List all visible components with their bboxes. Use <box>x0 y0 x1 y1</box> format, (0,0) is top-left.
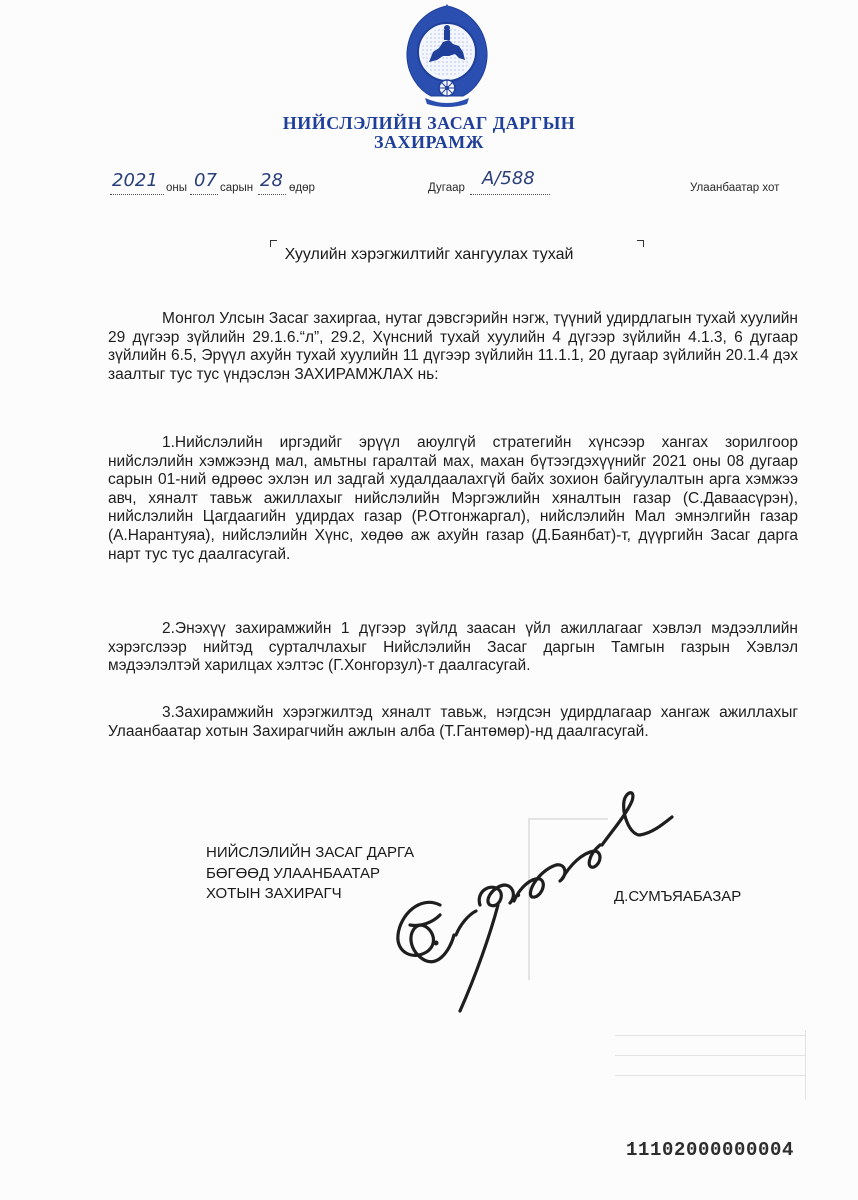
item-3-paragraph <box>108 704 798 741</box>
day-underline <box>258 194 286 195</box>
year-underline <box>110 194 164 195</box>
item-1-paragraph <box>108 434 798 564</box>
date-line <box>0 170 858 200</box>
signatory-title-line: НИЙСЛЭЛИЙН ЗАСАГ ДАРГА <box>206 844 415 861</box>
number-label: Дугаар <box>428 182 465 194</box>
date-day-suffix: өдөр <box>289 182 315 194</box>
date-year: 2021 <box>112 170 158 191</box>
signatory-title-line: БӨГӨӨД УЛААНБААТАР <box>206 864 381 882</box>
stamp-trace <box>615 1075 805 1076</box>
item-2-paragraph <box>108 620 798 676</box>
preamble-paragraph <box>108 310 798 384</box>
decree-number: А/588 <box>482 168 535 189</box>
item-2-text: 2.Энэхүү захирамжийн 1 дүгээр зүйлд заасан үйл ажиллагааг хэвлэл мэдээллийн хэрэгслээр нийтэд сурталчлахыг Нийслэлийн Засаг даргын Тамгын газрын Хэвлэл мэдээлэлтэй харилцах хэлтэс (Г.Хонгорзул)-т даалгасугай. <box>108 620 798 675</box>
number-underline <box>470 194 550 195</box>
preamble-text: Монгол Улсын Засаг захиргаа, нутаг дэвсгэрийн нэгж, түүний удирдлагын тухай хуулийн 29 дүгээр зүйлийн 29.1.6.“л”, 29.2, Хүнсний тухай хуулийн 4 дүгээр зүйлийн 4.1.3, 6 дугаар зүйлийн 6.5, Эрүүл ахуйн тухай хуулийн 11 дүгээр зүйлийн 11.1.1, 20 дугаар зүйлийн 20.1.4 дэх заалтыг тус тус үндэслэн ЗАХИРАМЖЛАХ нь: <box>108 310 798 383</box>
signatory-title-line: ХОТЫН ЗАХИРАГЧ <box>206 885 342 902</box>
city: Улаанбаатар хот <box>690 182 780 194</box>
stamp-trace <box>615 1055 805 1056</box>
signatory-name: Д.СУМЪЯАБАЗАР <box>614 888 742 905</box>
state-emblem-icon <box>397 4 497 110</box>
date-month: 07 <box>194 170 217 191</box>
month-underline <box>190 194 218 195</box>
stamp-trace <box>615 1035 805 1036</box>
decree-subject: Хуулийн хэрэгжилтийг хангуулах тухай <box>284 246 574 263</box>
item-3-text: 3.Захирамжийн хэрэгжилтэд хяналт тавьж, нэгдсэн удирдлагаар хангаж ажиллахыг Улаанбаатар хотын Захирагчийн ажлын алба (Т.Гантөмөр)-нд даалгасугай. <box>108 704 798 740</box>
date-day: 28 <box>260 170 283 191</box>
document-type: ЗАХИРАМЖ <box>374 132 484 152</box>
stamp-trace <box>805 1030 806 1100</box>
handwritten-signature <box>380 775 700 1025</box>
document-serial-number: 11102000000004 <box>626 1139 795 1161</box>
organization-name: НИЙСЛЭЛИЙН ЗАСАГ ДАРГЫН <box>282 113 576 133</box>
date-month-suffix: сарын <box>220 182 254 194</box>
item-1-text: 1.Нийслэлийн иргэдийг эрүүл аюулгүй стратегийн хүнсээр хангах зорилгоор нийслэлийн хэмжээнд мал, амьтны гаралтай мах, махан бүтээгдэхүүнийг 2021 оны 08 дугаар сарын 01-ний өдрөөс эхлэн ил задгай худалдаалахгүй байх зохион байгуулалтын арга хэмжээ авч, хяналт тавьж ажиллахыг нийслэлийн Мэргэжлийн хяналтын газар (С.Даваасүрэн), нийслэлийн Цагдаагийн удирдах газар (Р.Отгонжаргал), нийслэлийн Мал эмнэлгийн газар (А.Нарантуяа), нийслэлийн Хүнс, хөдөө аж ахуйн газар (Д.Баянбат)-т, дүүргийн Засаг дарга нарт тус тус даалгасугай. <box>108 434 798 563</box>
date-year-suffix: оны <box>166 182 188 194</box>
